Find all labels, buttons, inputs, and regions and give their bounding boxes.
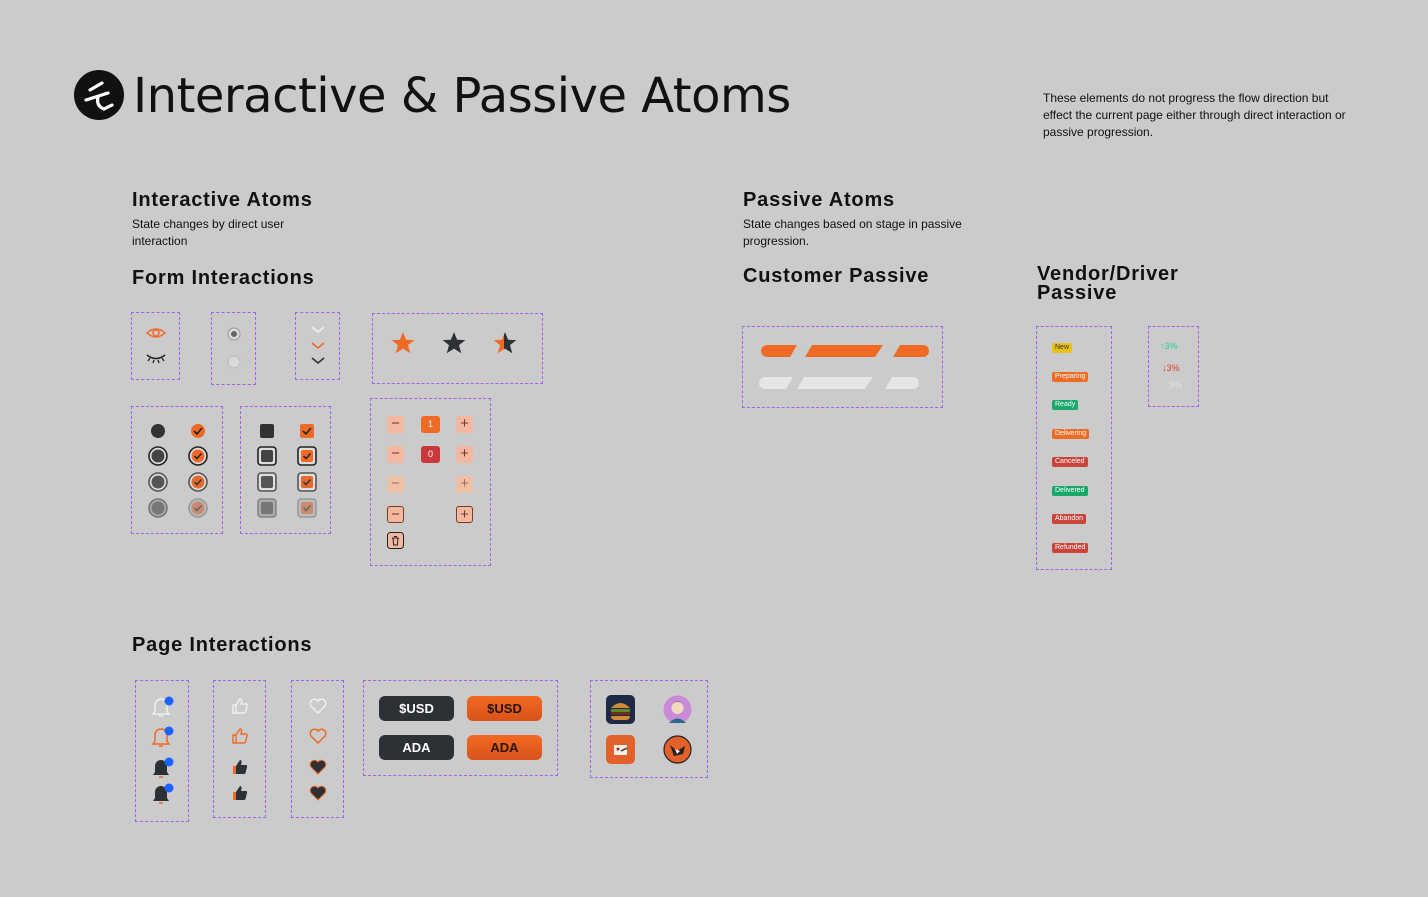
currency-usd-button[interactable]: $USD [379,696,454,721]
increment-button[interactable]: + [456,446,473,463]
order-status-pills-group [1036,326,1112,570]
increment-button[interactable]: + [456,506,473,523]
radio-icon[interactable] [187,445,209,467]
trend-down: ↓3% [1162,363,1180,373]
page-description: These elements do not progress the flow direction but effect the current page either through direct interaction or passive progression. [1043,91,1346,139]
decrement-button[interactable]: − [387,416,404,433]
page-interactions-heading: Page Interactions [132,634,313,656]
chevron-down-icon[interactable] [310,356,326,366]
avatar-group [590,680,708,778]
checkbox-icon[interactable] [256,471,278,493]
radio-icon[interactable] [227,327,241,341]
avatar-icon[interactable] [663,695,692,724]
avatar-icon[interactable] [606,695,635,724]
star-icon[interactable] [492,330,518,356]
interactive-atoms-heading: Interactive Atoms [132,189,313,211]
status-badge: Delivering [1052,429,1089,439]
brand-logo [74,70,124,120]
status-badge: Refunded [1052,543,1088,553]
status-badge: Abandon [1052,514,1086,524]
avatar-icon[interactable] [606,735,635,764]
radio-group [211,312,256,385]
arrow-up-icon: ↑ [1160,341,1165,351]
chevron-down-icon[interactable] [310,325,326,335]
arrow-down-icon: ↓ [1162,363,1167,373]
thumbs-up-icon[interactable] [231,727,249,745]
radio-icon[interactable] [187,471,209,493]
decrement-button[interactable]: − [387,506,404,523]
form-interactions-heading: Form Interactions [132,267,315,289]
radio-icon[interactable] [188,421,208,441]
radio-icon[interactable] [227,355,241,369]
trend-indicators-group [1148,326,1199,407]
checkbox-icon[interactable] [297,421,317,441]
rating-stars-group [372,313,543,384]
star-icon[interactable] [390,330,416,356]
radio-icon[interactable] [148,421,168,441]
checkbox-icon[interactable] [257,421,277,441]
quantity-stepper-group [370,398,491,566]
currency-usd-button-active[interactable]: $USD [467,696,542,721]
heart-icon[interactable] [309,728,327,744]
vendor-driver-passive-heading: Vendor/Driver Passive [1037,263,1179,304]
interactive-atoms-subtitle: State changes by direct user interaction [132,217,285,248]
heart-icon[interactable] [309,698,327,714]
trend-neutral: 3% [1169,380,1183,390]
decrement-button[interactable]: − [387,476,404,493]
currency-ada-button-active[interactable]: ADA [467,735,542,760]
radio-icon[interactable] [147,471,169,493]
checkbox-icon[interactable] [256,445,278,467]
increment-button[interactable]: + [456,416,473,433]
trend-up: ↑3% [1160,341,1178,351]
passive-atoms-heading: Passive Atoms [743,189,895,211]
visibility-toggle-group [131,312,180,380]
checkbox-states-group [240,406,331,534]
avatar-icon[interactable] [663,735,692,764]
thumbs-up-icon[interactable] [231,697,249,715]
radio-icon[interactable] [187,497,209,519]
order-progress-group [742,326,943,408]
thumbs-up-icon[interactable] [231,758,249,776]
currency-toggle-group [363,680,558,776]
bell-icon[interactable] [149,781,179,807]
passive-atoms-subtitle: State changes based on stage in passive progression. [743,217,962,248]
status-badge: Preparing [1052,372,1088,382]
customer-passive-heading: Customer Passive [743,265,930,287]
radio-states-group [131,406,223,534]
bell-icon[interactable] [149,724,179,750]
status-badge: Delivered [1052,486,1088,496]
trash-icon[interactable] [387,532,404,549]
eye-closed-icon[interactable] [145,351,167,365]
bell-icon[interactable] [149,755,179,781]
currency-ada-button[interactable]: ADA [379,735,454,760]
checkbox-icon[interactable] [296,445,318,467]
order-progress-bar [755,339,935,395]
radio-icon[interactable] [147,497,169,519]
favorite-group [291,680,344,818]
checkbox-icon[interactable] [296,471,318,493]
page-title: Interactive & Passive Atoms [133,68,791,124]
checkbox-icon[interactable] [296,497,318,519]
thumbs-up-icon[interactable] [231,784,249,802]
quantity-value: 1 [421,416,440,433]
quantity-value: 0 [421,446,440,463]
dropdown-chevron-group [295,312,340,380]
decrement-button[interactable]: − [387,446,404,463]
eye-icon[interactable] [145,325,167,341]
status-badge: Canceled [1052,457,1088,467]
checkbox-icon[interactable] [256,497,278,519]
chevron-down-icon[interactable] [310,341,326,351]
notification-bell-group [135,680,189,822]
heart-icon[interactable] [309,759,327,775]
radio-icon[interactable] [147,445,169,467]
star-icon[interactable] [441,330,467,356]
increment-button[interactable]: + [456,476,473,493]
like-group [213,680,266,818]
status-badge: Ready [1052,400,1078,410]
status-badge: New [1052,343,1072,353]
heart-icon[interactable] [309,785,327,801]
bell-icon[interactable] [149,694,179,720]
